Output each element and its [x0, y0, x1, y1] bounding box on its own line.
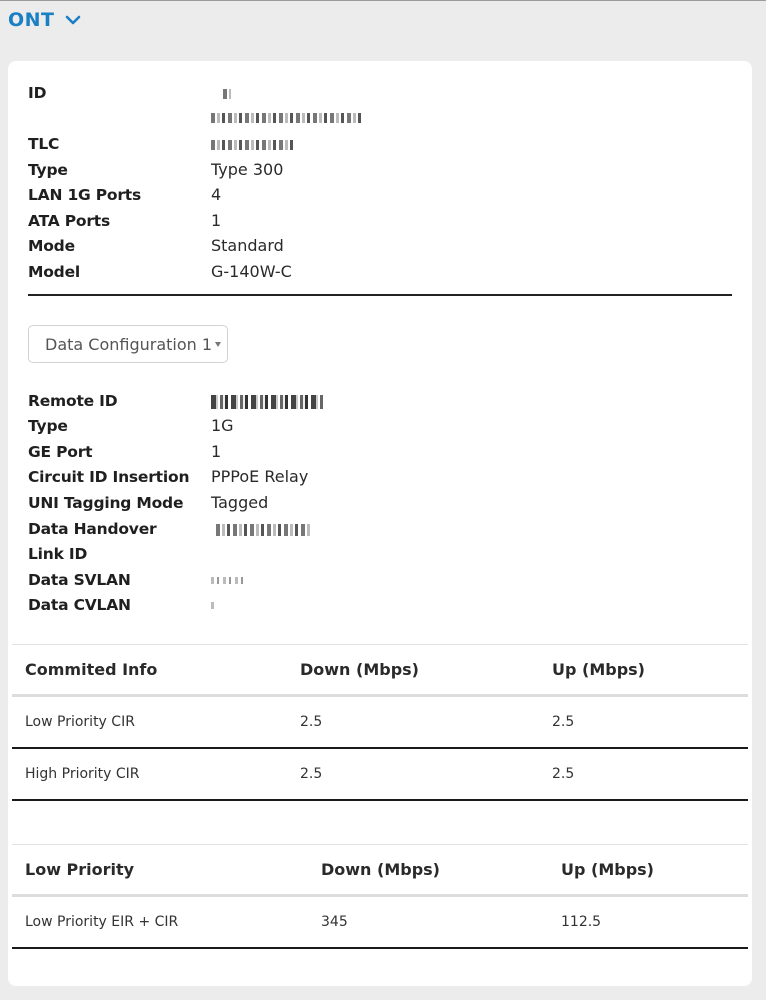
redacted-value	[211, 519, 312, 539]
caret-down-icon	[215, 342, 221, 347]
field-label: Remote ID	[28, 392, 118, 410]
field-label: LAN 1G Ports	[28, 186, 142, 204]
chevron-down-icon	[65, 14, 81, 26]
field-label: ID	[28, 84, 47, 102]
table-cell: 2.5	[287, 748, 539, 800]
field-value: 4	[211, 185, 222, 204]
table-cell: High Priority CIR	[12, 748, 287, 800]
column-header: Down (Mbps)	[287, 645, 539, 696]
field-value: PPPoE Relay	[211, 467, 309, 486]
field-label: UNI Tagging Mode	[28, 494, 184, 512]
field-label: Link ID	[28, 545, 88, 563]
column-header: Down (Mbps)	[308, 845, 548, 896]
section-divider	[28, 294, 732, 296]
field-value: Type 300	[211, 160, 284, 179]
column-header: Up (Mbps)	[548, 845, 748, 896]
field-label: Data Handover	[28, 520, 157, 538]
table-cell: Low Priority EIR + CIR	[12, 896, 308, 948]
column-header: Commited Info	[12, 645, 287, 696]
data-configuration-select[interactable]	[28, 325, 228, 363]
table-cell: 112.5	[548, 896, 748, 948]
field-value: 1G	[211, 416, 234, 435]
field-value: 1	[211, 442, 222, 461]
redacted-value	[211, 134, 295, 154]
committed-info-table	[12, 644, 748, 801]
table-cell: 2.5	[539, 696, 748, 748]
redacted-value	[211, 83, 361, 123]
section-title: ONT	[8, 9, 55, 31]
low-priority-table	[12, 844, 748, 949]
field-label: Data CVLAN	[28, 596, 131, 614]
field-label: Data SVLAN	[28, 571, 131, 589]
table-header-row	[12, 645, 748, 696]
table-cell: 2.5	[539, 748, 748, 800]
section-header-toggle[interactable]	[8, 8, 81, 32]
redacted-value	[211, 391, 323, 411]
table-cell: Low Priority CIR	[12, 696, 287, 748]
field-label: TLC	[28, 135, 60, 153]
table-row	[12, 696, 748, 748]
column-header: Low Priority	[12, 845, 308, 896]
field-label: Type	[28, 417, 68, 435]
table-header-row	[12, 845, 748, 896]
table-row	[12, 896, 748, 948]
top-border	[0, 0, 766, 1]
field-label: GE Port	[28, 443, 93, 461]
table-cell: 2.5	[287, 696, 539, 748]
redacted-value	[211, 595, 217, 615]
table-row	[12, 748, 748, 800]
redacted-value	[211, 570, 247, 590]
field-value: G-140W-C	[211, 262, 292, 281]
field-value: 1	[211, 211, 222, 230]
table-cell: 345	[308, 896, 548, 948]
field-label: Type	[28, 161, 68, 179]
field-value: Tagged	[211, 493, 269, 512]
field-label: Model	[28, 263, 80, 281]
field-label: Circuit ID Insertion	[28, 468, 190, 486]
select-value: Data Configuration 1	[45, 334, 213, 354]
field-label: ATA Ports	[28, 212, 111, 230]
ont-details-card	[8, 61, 752, 986]
field-label: Mode	[28, 237, 75, 255]
field-value: Standard	[211, 236, 284, 255]
column-header: Up (Mbps)	[539, 645, 748, 696]
